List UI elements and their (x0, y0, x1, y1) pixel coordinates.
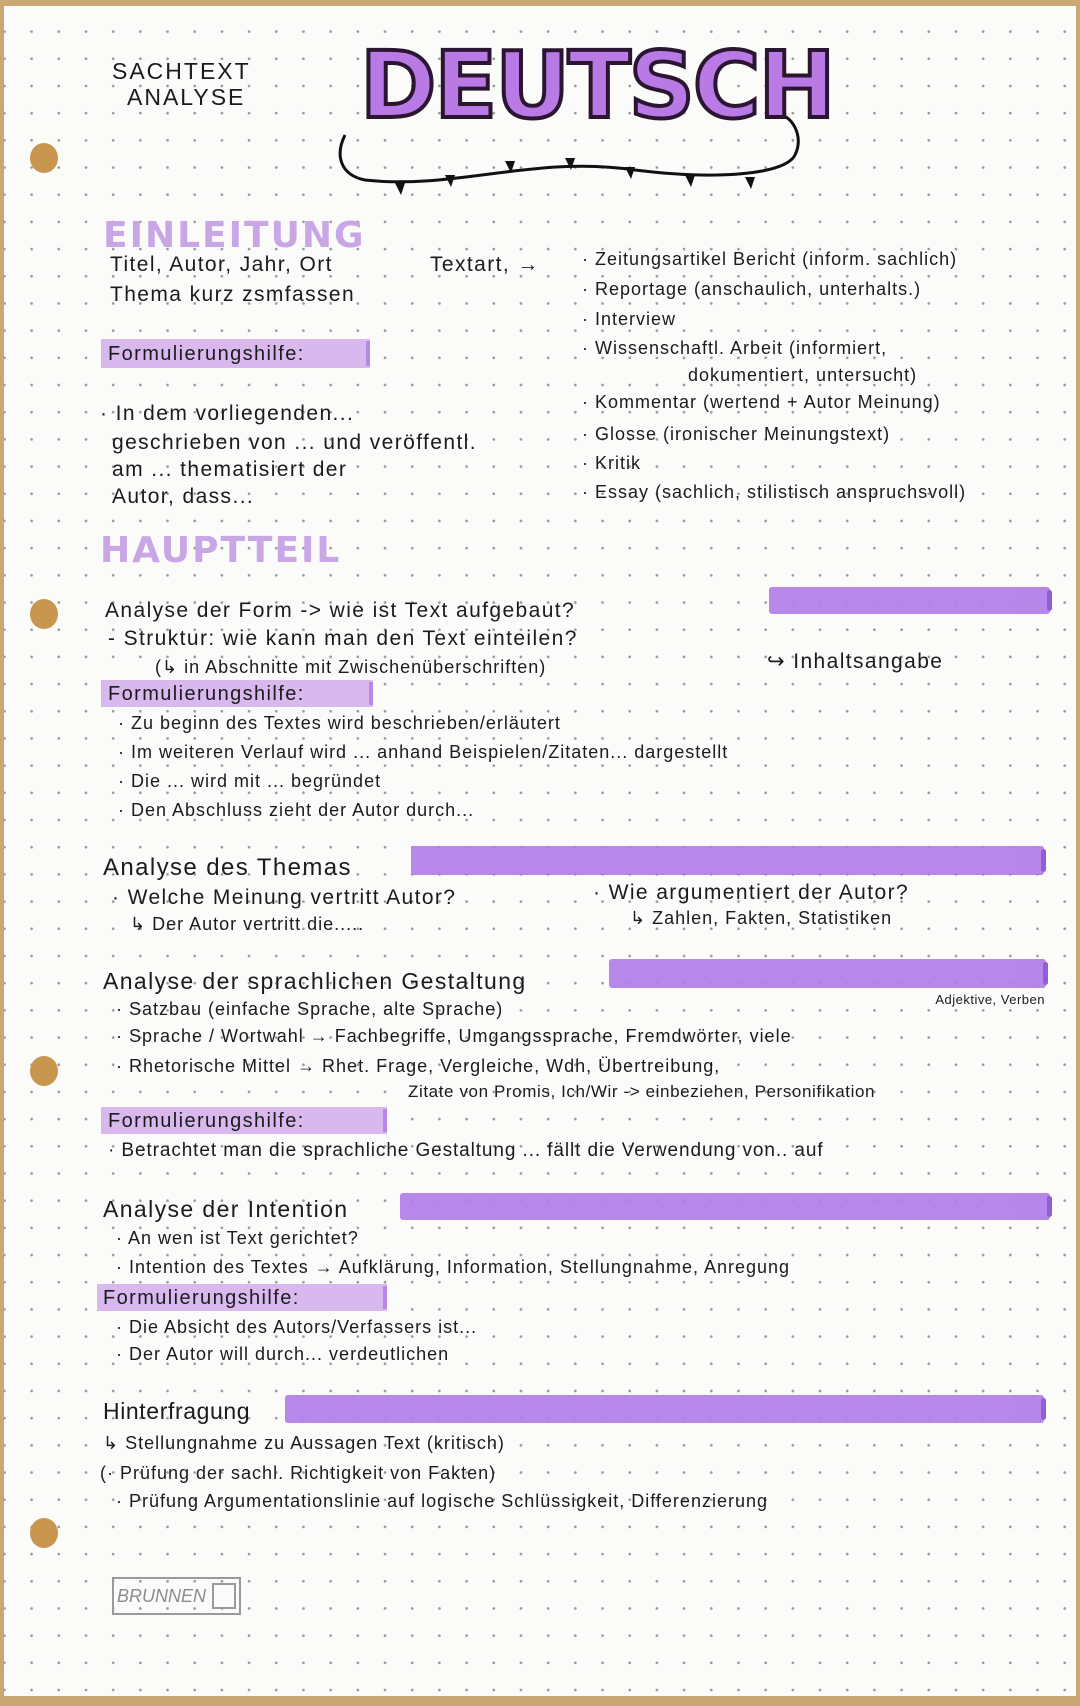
intention-q1: · An wen ist Text gerichtet? (116, 1228, 359, 1248)
phrase: am ... thematisiert der (112, 458, 348, 481)
textart-item: · Essay (sachlich, stilistisch anspruchsvoll) (582, 482, 967, 502)
brand-icon (212, 1583, 236, 1609)
textart-item: dokumentiert, untersucht) (688, 365, 918, 385)
thema-q1: · Welche Meinung vertritt Autor? (112, 886, 457, 909)
hinterfragung-line: ↳ Stellungnahme zu Aussagen Text (kritisch) (103, 1433, 505, 1453)
textart-item: · Glosse (ironischer Meinungstext) (582, 424, 891, 444)
textart-item: · Interview (582, 309, 677, 329)
heading-einleitung: EINLEITUNG (103, 215, 366, 256)
punch-hole (30, 1056, 58, 1086)
section-bar (769, 587, 1050, 614)
einleitung-line2: Thema kurz zsmfassen (110, 283, 356, 306)
form-abschnitte: (↳ in Abschnitte mit Zwischenüberschriften) (155, 657, 547, 677)
page-title: DEUTSCH (360, 32, 834, 139)
section-title-form: Analyse der Form -> wie ist Text aufgebaut? (105, 599, 576, 622)
textart-item: · Wissenschaftl. Arbeit (informiert, (582, 338, 888, 358)
punch-hole (30, 1518, 58, 1548)
section-title-intention: Analyse der Intention (103, 1196, 349, 1222)
sprache-rhetorik: · Rhetorische Mittel → Rhet. Frage, Vergleiche, Wdh, Übertreibung, (116, 1056, 721, 1076)
phrase: · Betrachtet man die sprachliche Gestaltung ... fällt die Verwendung von.. auf (108, 1140, 824, 1161)
section-bar (411, 846, 1044, 875)
phrase: · Die ... wird mit ... begründet (118, 771, 382, 791)
phrase: · In dem vorliegenden... (100, 402, 355, 425)
section-title-hinterfragung: Hinterfragung (103, 1398, 251, 1424)
textart-label: Textart, → (430, 253, 540, 276)
section-title-sprache: Analyse der sprachlichen Gestaltung (103, 968, 527, 994)
hinterfragung-line: (· Prüfung der sachl. Richtigkeit von Fakten) (100, 1463, 497, 1483)
phrase: geschrieben von ... und veröffentl. (112, 431, 477, 454)
thema-a1: ↳ Der Autor vertritt die..... (130, 914, 365, 934)
sprache-wortwahl: · Sprache / Wortwahl → Fachbegriffe, Umgangssprache, Fremdwörter, viele (116, 1026, 792, 1046)
hinterfragung-line: · Prüfung Argumentationslinie auf logische Schlüssigkeit, Differenzierung (116, 1491, 768, 1511)
help-label: Formulierungshilfe: (108, 683, 305, 705)
phrase: · Die Absicht des Autors/Verfassers ist... (116, 1317, 478, 1337)
phrase: · Den Abschluss zieht der Autor durch... (118, 800, 475, 820)
section-title-thema: Analyse des Themas (103, 854, 352, 881)
phrase: · Der Autor will durch... verdeutlichen (116, 1344, 450, 1364)
subtitle-line1: SACHTEXT (112, 58, 251, 84)
intention-q2: · Intention des Textes → Aufklärung, Information, Stellungnahme, Anregung (116, 1257, 791, 1277)
heading-hauptteil: HAUPTTEIL (100, 530, 342, 571)
section-bar (400, 1193, 1050, 1220)
section-bar (609, 959, 1046, 988)
sprache-satzbau: · Satzbau (einfache Sprache, alte Sprache) (116, 999, 504, 1019)
help-label: Formulierungshilfe: (103, 1287, 300, 1309)
phrase: · Zu beginn des Textes wird beschrieben/erläutert (118, 713, 561, 733)
punch-hole (30, 599, 58, 629)
help-label: Formulierungshilfe: (108, 1110, 305, 1132)
form-inhaltsangabe: ↪ Inhaltsangabe (767, 650, 944, 673)
thema-a2: ↳ Zahlen, Fakten, Statistiken (630, 908, 893, 928)
section-bar (285, 1395, 1044, 1423)
help-label: Formulierungshilfe: (108, 343, 305, 365)
einleitung-line1: Titel, Autor, Jahr, Ort (110, 253, 333, 276)
textart-item: · Kommentar (wertend + Autor Meinung) (582, 392, 941, 412)
form-struktur: - Struktur: wie kann man den Text einteilen? (108, 627, 578, 650)
punch-hole (30, 143, 58, 173)
brand-logo: BRUNNEN (112, 1577, 241, 1615)
textart-item: · Reportage (anschaulich, unterhalts.) (582, 279, 922, 299)
thema-q2: · Wie argumentiert der Autor? (593, 881, 910, 904)
textart-item: · Kritik (582, 453, 641, 473)
sprache-rhetorik2: Zitate von Promis, Ich/Wir -> einbeziehen, Personifikation (408, 1082, 876, 1101)
phrase: · Im weiteren Verlauf wird ... anhand Beispielen/Zitaten... dargestellt (118, 742, 729, 762)
textart-item: · Zeitungsartikel Bericht (inform. sachlich) (582, 249, 958, 269)
subtitle-line2: ANALYSE (127, 84, 246, 110)
phrase: Autor, dass... (112, 485, 255, 508)
sprache-note: Adjektive, Verben (935, 992, 1045, 1007)
